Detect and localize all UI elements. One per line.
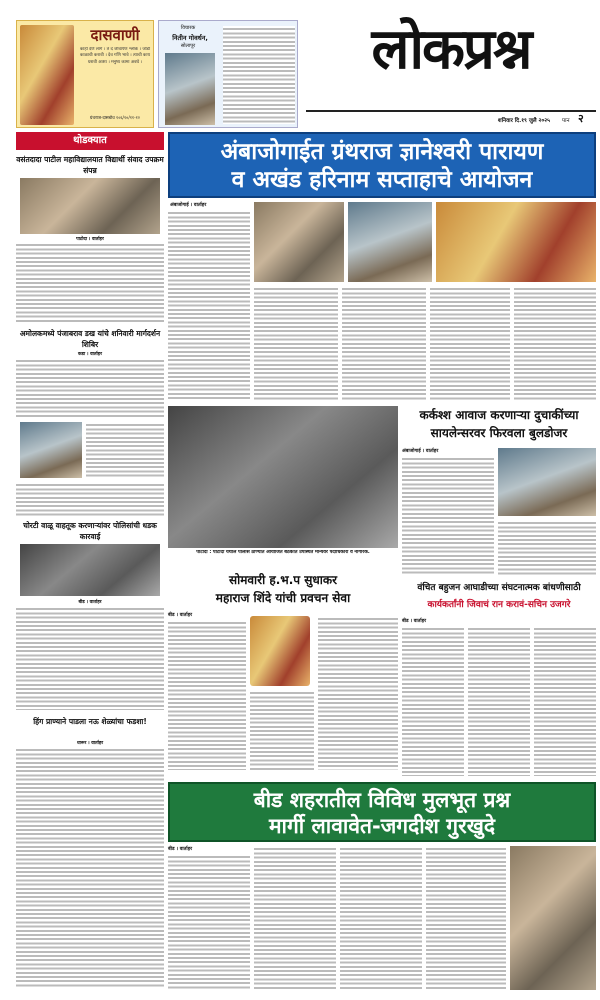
beed-headline-line1: बीड शहरातील विविध मुलभूत प्रश्न	[253, 788, 511, 812]
newspaper-logo: लोकप्रश्न	[371, 17, 531, 82]
beed-body-col1	[168, 854, 250, 990]
thinker-photo	[165, 53, 215, 125]
dasvani-box	[16, 20, 154, 128]
dasvani-title: दासवाणी	[90, 26, 140, 44]
thinker-place: सोलापूर	[180, 43, 196, 49]
pravachan-dateline: बीड । वार्ताहर	[168, 613, 193, 618]
vanchit-headline-line1: वंचित बहुजन आघाडीच्या संघटनात्मक बांधणीसाठी	[417, 583, 581, 593]
thinker-name: नितीन गोवर्धन,	[172, 34, 208, 42]
lead-photo-1	[254, 202, 344, 282]
story2-title: अमोलकमध्ये पंजाबराव डख यांचे शनिवारी मार्गदर्शन शिबिर	[19, 329, 161, 349]
story3-title: चोरटी वाळू वाहतूक करणाऱ्यांवर पोलिसांची धडक कारवाई	[23, 521, 157, 541]
story1-dateline: पाटोदा । वार्ताहर	[76, 237, 104, 242]
masthead	[0, 0, 600, 130]
bulldozer-body-a	[402, 456, 494, 576]
vanchit-body-b	[468, 626, 530, 776]
pravachan-body-c	[318, 616, 398, 770]
story4-title: हिंग प्राण्याने पाडला नऊ शेळ्यांचा फडशा!	[33, 717, 147, 726]
beed-headline-line2: मार्गी लावावेत-जगदीश गुरखुदे	[268, 814, 496, 838]
meeting-photo	[168, 406, 398, 548]
story3-body	[16, 606, 164, 710]
dasvani-reference: ग्रंथराज-दासबोध १०६/१०/११-१२	[90, 115, 140, 120]
story1-photo	[20, 178, 160, 234]
vanchit-headline-line2: कार्यकर्तांनी जिवाचं रान करावं-सचिन उजगरे	[427, 600, 571, 610]
thinker-label: विचारक	[180, 25, 196, 31]
lead-body-col3	[342, 286, 426, 400]
story3-dateline: बीड । वार्ताहर	[78, 600, 102, 605]
lead-dateline: अंबाजोगाई । वार्ताहर	[170, 203, 207, 208]
story4-dateline: धारूर । वार्ताहर	[76, 741, 104, 746]
masthead-rule	[306, 110, 596, 112]
lead-photo-3	[436, 202, 596, 282]
lead-headline-box	[168, 132, 596, 198]
vanchit-body-c	[534, 626, 596, 776]
beed-dateline: बीड । वार्ताहर	[168, 847, 193, 852]
speaker-portrait	[250, 616, 310, 686]
vanchit-body-a	[402, 626, 464, 776]
beed-story	[168, 782, 596, 992]
vanchit-dateline: बीड । वार्ताहर	[402, 619, 427, 624]
bulldozer-dateline: अंबाजोगाई । वार्ताहर	[402, 449, 439, 454]
issue-date: शनिवार दि.१९ जुलै २०२५	[497, 118, 550, 124]
page-number: २	[578, 112, 584, 125]
beed-body-col3	[340, 846, 422, 990]
pravachan-story	[168, 572, 398, 778]
story1-body	[16, 242, 164, 324]
lead-body-col1	[168, 210, 250, 400]
beed-body-col2	[254, 846, 336, 990]
lead-headline-line2: व अखंड हरिनाम सप्ताहाचे आयोजन	[231, 167, 533, 193]
beed-body-col4	[426, 846, 506, 990]
lead-headline-line1: अंबाजोगाईत ग्रंथराज ज्ञानेश्वरी पारायण	[220, 139, 544, 165]
thinker-quote	[223, 26, 295, 124]
beed-photo	[510, 846, 596, 990]
pravachan-body-a	[168, 620, 246, 770]
bulldozer-headline-line1: कर्कश्श आवाज करणाऱ्या दुचाकींच्या	[419, 408, 579, 422]
pravachan-headline-line1: सोमवारी ह.भ.प सुधाकर	[228, 573, 337, 587]
story3-photo	[20, 544, 160, 596]
lead-body-col4	[430, 286, 510, 400]
sidebar-section-title: थोडक्यात	[16, 132, 164, 150]
story2-photo	[20, 422, 82, 478]
lead-body-col2	[254, 286, 338, 400]
story4-body	[16, 747, 164, 987]
bulldozer-photo	[498, 448, 596, 516]
bulldozer-headline-line2: सायलेन्सरवर फिरवला बुलडोजर	[430, 426, 568, 440]
story2-body-c	[16, 482, 164, 518]
dasvani-verse: काहीं देणें लागे । तें दे जीवार्पण श्लोकें । जोडी काळाची करावी । देव गणि भावे । त्याची काय धरावी आशा । मनुष्य कामा अवघे ।	[79, 47, 151, 65]
bulldozer-story	[402, 406, 596, 576]
pravachan-headline-line2: महाराज शिंदे यांची प्रवचन सेवा	[215, 591, 351, 605]
saint-portrait	[20, 25, 74, 125]
meeting-photo-caption: पाटोदा : पाटोदा येथील पोलीस ठाण्यात आयोजित बैठकीत उपस्थित मान्यवर पदाधिकारी व नागरिक.	[196, 550, 370, 555]
story2-body-a	[16, 358, 164, 418]
thinker-box	[158, 20, 298, 128]
page-label: पान	[562, 118, 570, 124]
lead-photo-2	[348, 202, 432, 282]
bulldozer-body-b	[498, 520, 596, 576]
story2-dateline: कडा । वार्ताहर	[78, 352, 102, 357]
sidebar	[16, 132, 164, 992]
lead-body-col5	[514, 286, 596, 400]
story1-title: वसंतदादा पाटील महाविद्यालयात विद्यार्थी संवाद उपक्रम संपन्न	[16, 155, 164, 175]
story2-body-b	[86, 422, 164, 478]
pravachan-body-b	[250, 690, 314, 770]
beed-headline-box	[168, 782, 596, 842]
vanchit-story	[402, 580, 596, 780]
lead-story	[168, 132, 596, 402]
